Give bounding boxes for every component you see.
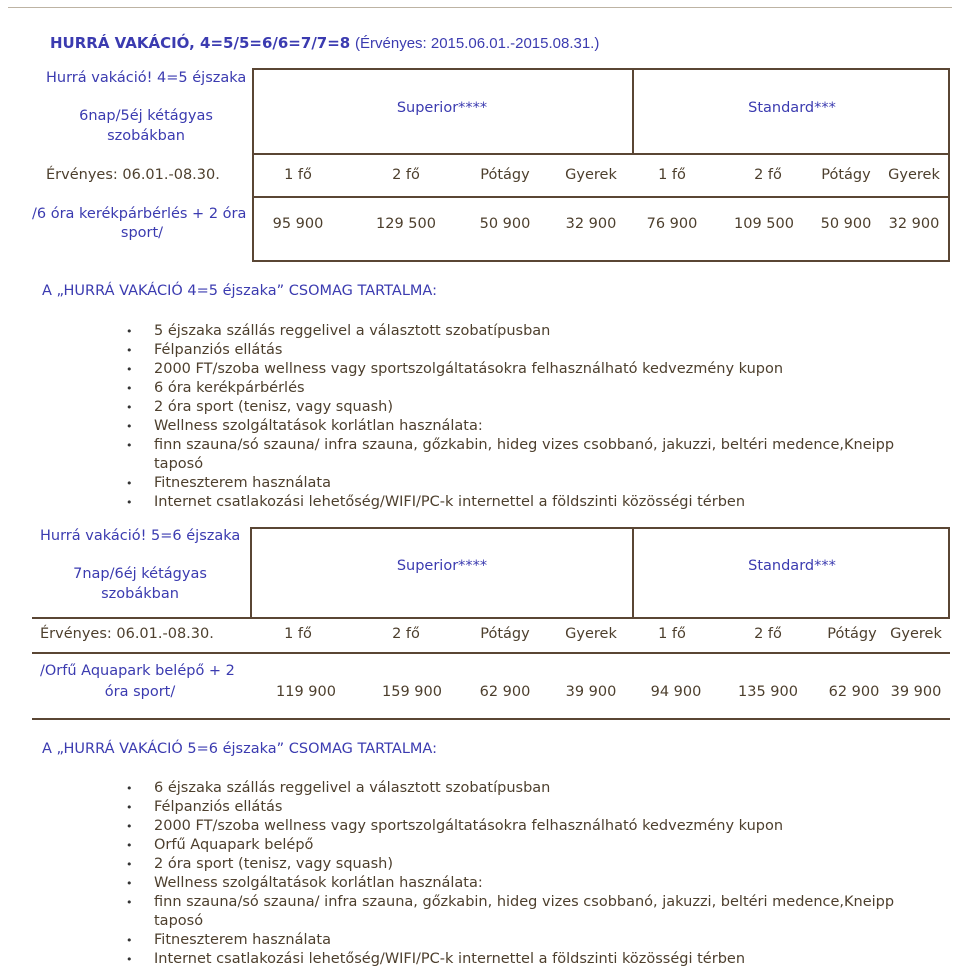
superior-header: Superior****	[396, 100, 488, 116]
col-header: Pótágy	[821, 167, 871, 183]
col-header: 2 fő	[754, 167, 782, 183]
col-header: Gyerek	[565, 167, 617, 183]
table-divider	[32, 652, 950, 654]
table-divider	[252, 527, 950, 529]
table-divider	[32, 617, 950, 619]
price-cell: 159 900	[382, 684, 442, 700]
package-extra-2: óra sport/	[104, 684, 176, 700]
price-cell: 50 900	[820, 216, 872, 232]
price-table-1	[252, 68, 950, 262]
package-extra: /Orfű Aquapark belépő + 2	[40, 663, 235, 679]
table-divider	[252, 153, 950, 155]
list-item: • 6 óra kerékpárbérlés	[126, 379, 926, 398]
col-header: 1 fő	[284, 626, 312, 642]
superior-header: Superior****	[396, 558, 488, 574]
price-cell: 119 900	[276, 684, 336, 700]
package-validity: Érvényes: 06.01.-08.30.	[46, 167, 220, 183]
list-item: • finn szauna/só szauna/ infra szauna, gőzkabin, hideg vizes csobbanó, jakuzzi, beltéri medence,Kneipp	[126, 893, 926, 912]
list-item: • Félpanziós ellátás	[126, 798, 926, 817]
contents-list	[126, 779, 926, 969]
col-header: Gyerek	[565, 626, 617, 642]
col-header: Gyerek	[890, 626, 942, 642]
list-item: • 2 óra sport (tenisz, vagy squash)	[126, 398, 926, 417]
list-item: • Félpanziós ellátás	[126, 341, 926, 360]
col-header: 2 fő	[392, 167, 420, 183]
price-cell: 76 900	[646, 216, 698, 232]
list-item: • Fitneszterem használata	[126, 931, 926, 950]
col-header: 1 fő	[658, 167, 686, 183]
top-rule	[8, 7, 952, 8]
page-title	[50, 34, 599, 52]
list-item-continued: taposó	[154, 456, 204, 472]
validity-text: (Érvényes: 2015.06.01.-2015.08.31.)	[355, 35, 600, 52]
contents-title: A „HURRÁ VAKÁCIÓ 4=5 éjszaka” CSOMAG TARTALMA:	[42, 283, 437, 299]
list-item: • finn szauna/só szauna/ infra szauna, gőzkabin, hideg vizes csobbanó, jakuzzi, beltéri medence,Kneipp	[126, 436, 926, 455]
col-header: Pótágy	[480, 626, 530, 642]
price-cell: 50 900	[479, 216, 531, 232]
title-text: HURRÁ VAKÁCIÓ, 4=5/5=6/6=7/7=8	[50, 34, 351, 52]
price-cell: 32 900	[888, 216, 940, 232]
list-item: • Internet csatlakozási lehetőség/WIFI/PC-k internettel a földszinti közösségi térben	[126, 493, 926, 512]
price-cell: 129 500	[376, 216, 436, 232]
list-item-continued: taposó	[154, 913, 204, 929]
price-cell: 109 500	[734, 216, 794, 232]
package-name: Hurrá vakáció! 4=5 éjszaka	[46, 70, 247, 86]
col-header: Pótágy	[480, 167, 530, 183]
col-header: Gyerek	[888, 167, 940, 183]
price-cell: 62 900	[479, 684, 531, 700]
price-cell: 39 900	[890, 684, 942, 700]
col-header: 1 fő	[284, 167, 312, 183]
package-extra: /6 óra kerékpárbérlés + 2 óra	[32, 206, 247, 222]
standard-header: Standard***	[748, 100, 836, 116]
col-header: 1 fő	[658, 626, 686, 642]
list-item: • 2 óra sport (tenisz, vagy squash)	[126, 855, 926, 874]
package-extra-2: sport/	[120, 225, 164, 241]
list-item: • Fitneszterem használata	[126, 474, 926, 493]
list-item: • Wellness szolgáltatások korlátlan használata:	[126, 874, 926, 893]
list-item: • 2000 FT/szoba wellness vagy sportszolgáltatásokra felhasználható kedvezmény kupon	[126, 817, 926, 836]
table-divider	[32, 718, 950, 720]
price-cell: 32 900	[565, 216, 617, 232]
package-nights: 6nap/5éj kétágyas	[79, 108, 213, 124]
list-item: • Orfű Aquapark belépő	[126, 836, 926, 855]
package-name: Hurrá vakáció! 5=6 éjszaka	[40, 528, 241, 544]
list-item: • Wellness szolgáltatások korlátlan használata:	[126, 417, 926, 436]
list-item: • 5 éjszaka szállás reggelivel a választott szobatípusban	[126, 322, 926, 341]
col-header: 2 fő	[754, 626, 782, 642]
table-divider	[252, 196, 950, 198]
price-cell: 39 900	[565, 684, 617, 700]
col-header: 2 fő	[392, 626, 420, 642]
col-header: Pótágy	[827, 626, 877, 642]
price-cell: 94 900	[650, 684, 702, 700]
price-cell: 62 900	[828, 684, 880, 700]
list-item: • 2000 FT/szoba wellness vagy sportszolgáltatásokra felhasználható kedvezmény kupon	[126, 360, 926, 379]
package-validity: Érvényes: 06.01.-08.30.	[40, 626, 214, 642]
list-item: • Internet csatlakozási lehetőség/WIFI/PC-k internettel a földszinti közösségi térben	[126, 950, 926, 969]
package-rooms: szobákban	[107, 128, 185, 144]
contents-list	[126, 322, 926, 512]
price-cell: 95 900	[272, 216, 324, 232]
package-nights: 7nap/6éj kétágyas	[73, 566, 207, 582]
standard-header: Standard***	[748, 558, 836, 574]
price-cell: 135 900	[738, 684, 798, 700]
package-rooms: szobákban	[101, 586, 179, 602]
contents-title: A „HURRÁ VAKÁCIÓ 5=6 éjszaka” CSOMAG TARTALMA:	[42, 741, 437, 757]
list-item: • 6 éjszaka szállás reggelivel a választott szobatípusban	[126, 779, 926, 798]
